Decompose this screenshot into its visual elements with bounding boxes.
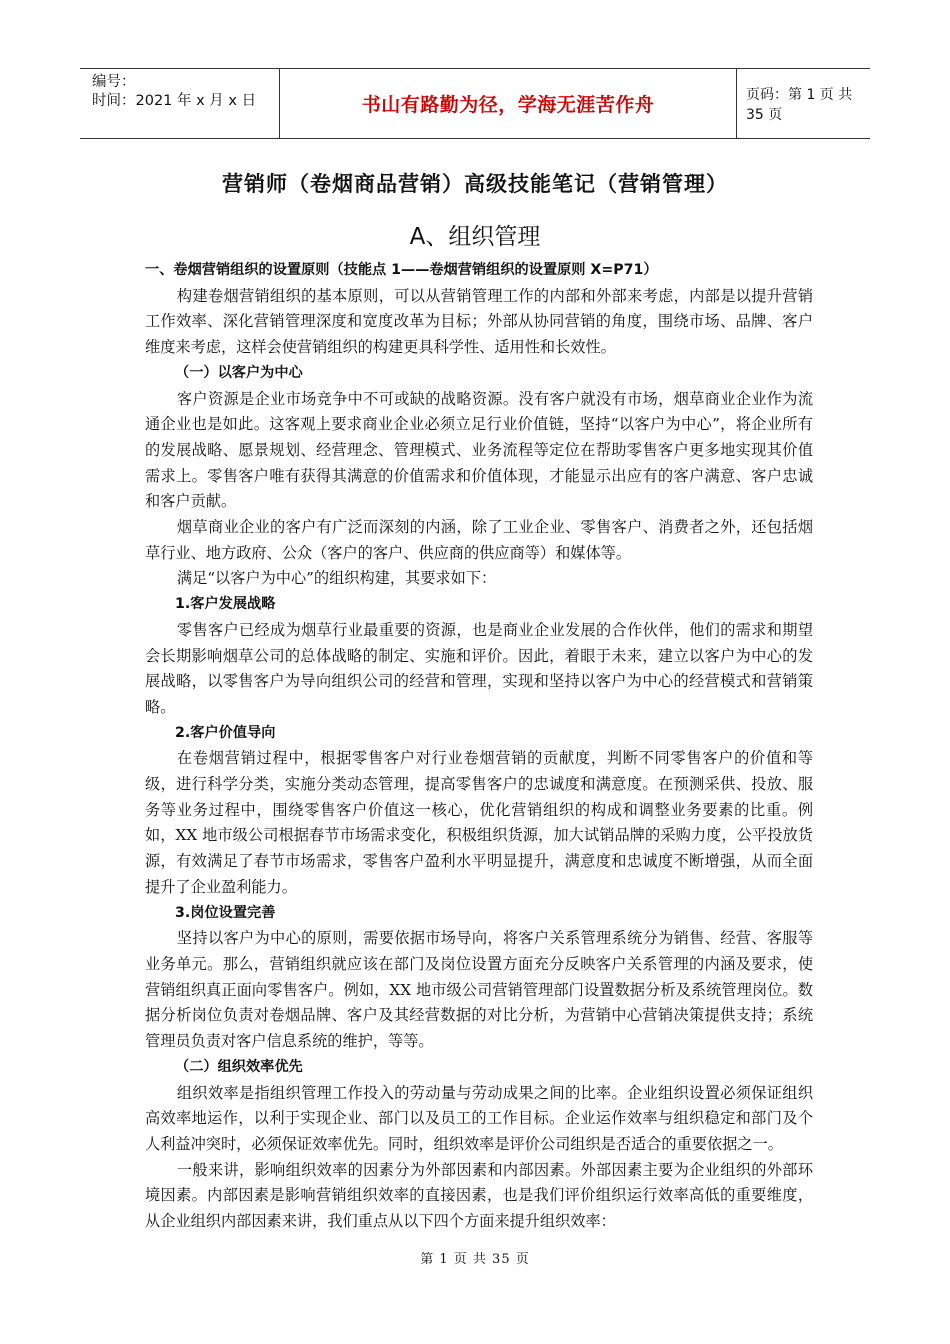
subsection-2-heading: （二）组织效率优先 [175,1058,303,1075]
paragraph: 在卷烟营销过程中，根据零售客户对行业卷烟营销的贡献度，判断不同零售客户的价值和等级，进行科学分类，实施分类动态管理，提高零售客户的忠诚度和满意度。在预测采供、投放、服务等业务过程中，围绕零售客户价值这一核心，优化营销组织的构成和调整业务要素的比重。例如，XX 地市级公司根据春节市场需求变化，积极组织货源，加大试销品牌的采购力度，公平投放货源，有效满足了春节市场需求，零售客户盈利水平明显提升，满意度和忠诚度不断增强，从而全面提升了企业盈利能力。 [145,749,813,896]
header-meta-cell [80,69,280,138]
paragraph: 一般来讲，影响组织效率的因素分为外部因素和内部因素。外部因素主要为企业组织的外部环境因素。内部因素是影响营销组织效率的直接因素，也是我们评价组织运行效率高低的重要维度，从企业组织内部因素来讲，我们重点从以下四个方面来提升组织效率： [145,1160,813,1231]
section-title: A、组织管理 [409,224,541,250]
paragraph: 组织效率是指组织管理工作投入的劳动量与劳动成果之间的比率。企业组织设置必须保证组织高效率地运作，以利于实现企业、部门以及员工的工作目标。企业运作效率与组织稳定和部门及个人利益冲突时，必须保证效率优先。同时，组织效率是评价公司组织是否适合的重要依据之一。 [145,1083,813,1153]
paragraph: 客户资源是企业市场竞争中不可或缺的战略资源。没有客户就没有市场，烟草商业企业作为流通企业也是如此。这客观上要求商业企业必须立足行业价值链，坚持“以客户为中心”，将企业所有的发展战略、愿景规划、经营理念、管理模式、业务流程等定位在帮助零售客户更多地实现其价值需求上。零售客户唯有获得其满意的价值需求和价值体现，才能显示出应有的客户满意、客户忠诚和客户贡献。 [145,389,813,511]
page-info: 页码：第 1 页 共 35 页 [746,86,853,123]
document-title: 营销师（卷烟商品营销）高级技能笔记（营销管理） [222,172,728,196]
number-label: 编号： [92,74,136,90]
time-label: 时间：2021 年 x 月 x 日 [92,93,257,109]
document-body [145,258,813,1235]
section-1-heading: 一、卷烟营销组织的设置原则（技能点 1——卷烟营销组织的设置原则 X=P71） [145,262,658,278]
item-3-heading: 3.岗位设置完善 [175,904,276,921]
paragraph: 满足“以客户为中心”的组织构建，其要求如下： [176,569,497,588]
paragraph: 烟草商业企业的客户有广泛而深刻的内涵，除了工业企业、零售客户、消费者之外，还包括烟草行业、地方政府、公众（客户的客户、供应商的供应商等）和媒体等。 [145,518,813,562]
paragraph: 零售客户已经成为烟草行业最重要的资源，也是商业企业发展的合作伙伴，他们的需求和期望会长期影响烟草公司的总体战略的制定、实施和评价。因此，着眼于未来，建立以客户为中心的发展战略，以零售客户为导向组织公司的经营和管理，实现和坚持以客户为中心的经营模式和营销策略。 [145,620,813,716]
header-page-cell [736,69,870,138]
header-motto-cell [280,69,737,138]
item-1-heading: 1.客户发展战略 [175,596,276,613]
motto-text: 书山有路勤为径，学海无涯苦作舟 [361,94,655,116]
item-2-heading: 2.客户价值导向 [175,724,276,741]
page-footer: 第 1 页 共 35 页 [420,1252,530,1267]
subsection-1-heading: （一）以客户为中心 [175,364,303,381]
header-table [80,68,870,139]
paragraph: 坚持以客户为中心的原则，需要依据市场导向，将客户关系管理系统分为销售、经营、客服等业务单元。那么，营销组织就应该在部门及岗位设置方面充分反映客户关系管理的内涵及要求，使营销组织真正面向零售客户。例如，XX 地市级公司营销管理部门设置数据分析及系统管理岗位。数据分析岗位负责对卷烟品牌、客户及其经营数据的对比分析，为营销中心营销决策提供支持；系统管理员负责对客户信息系统的维护，等等。 [145,929,813,1051]
paragraph: 构建卷烟营销组织的基本原则，可以从营销管理工作的内部和外部来考虑，内部是以提升营销工作效率、深化营销管理深度和宽度改革为目标；外部从协同营销的角度，围绕市场、品牌、客户维度来考虑，这样会使营销组织的构建更具科学性、适用性和长效性。 [145,286,813,357]
